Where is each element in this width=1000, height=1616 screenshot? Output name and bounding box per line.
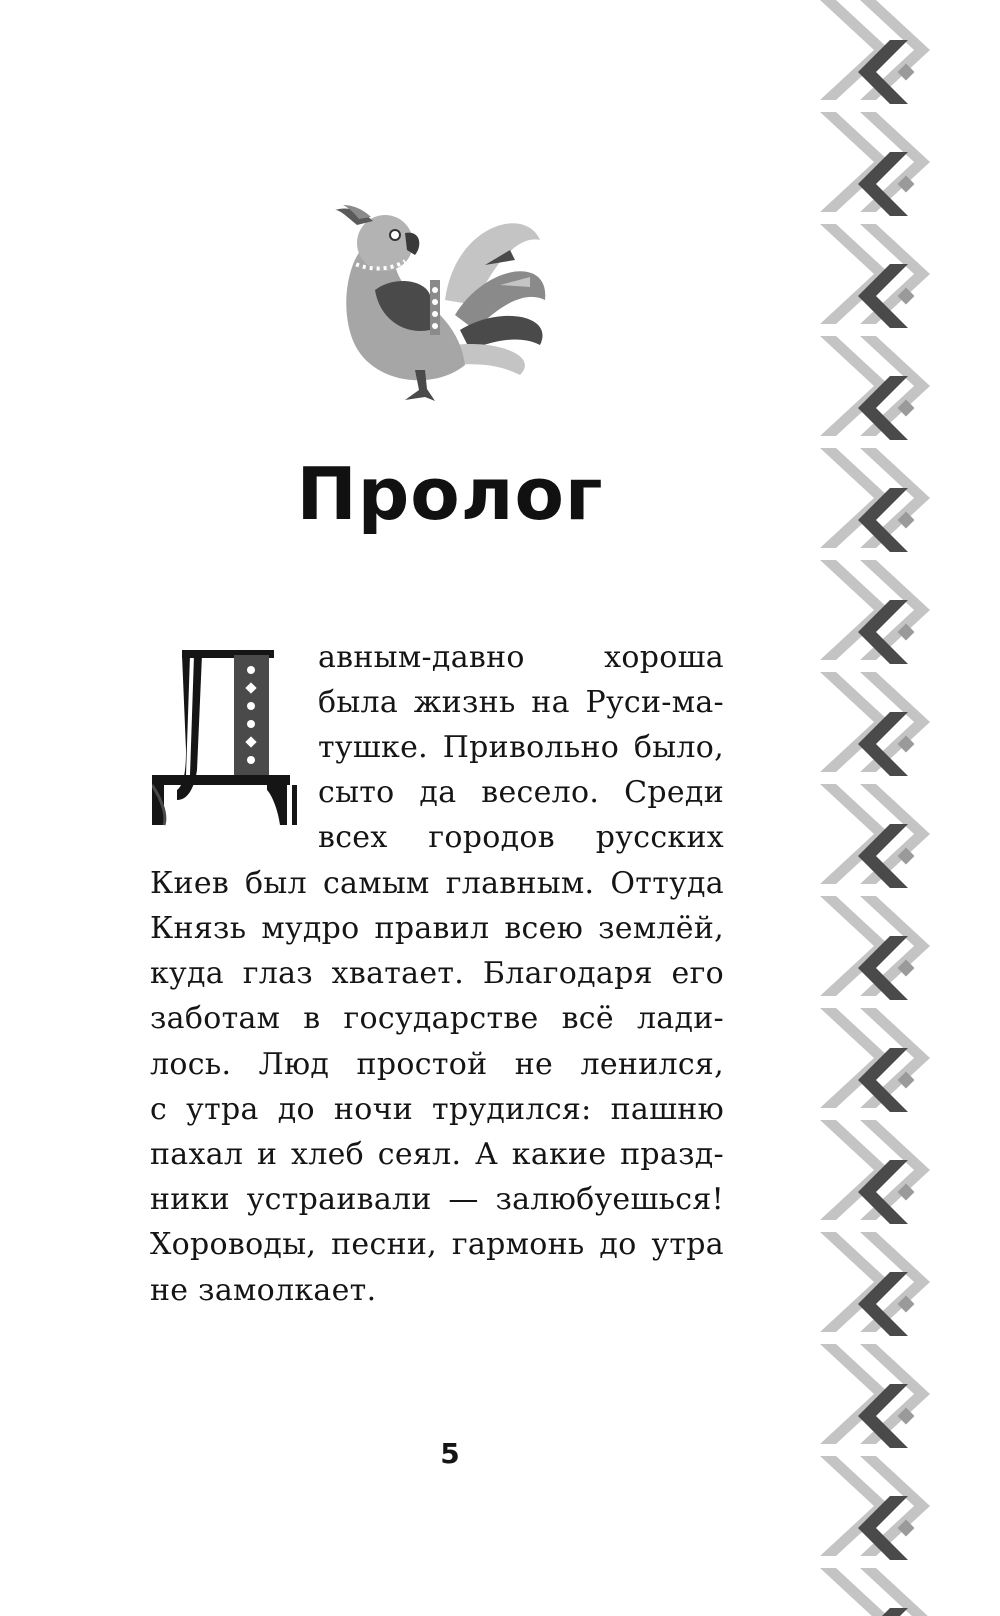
text-line: Князь мудро правил всею землёй, [150,911,724,946]
text-line: была жизнь на Руси-ма- [318,685,724,720]
ornament-segment [820,896,930,1000]
drop-cap-letter [152,650,302,830]
ornament-segment [820,1232,930,1336]
ornament-segment [820,560,930,664]
text-line: всех городов русских [318,820,724,855]
text-line: Хороводы, песни, гармонь до утра [150,1227,724,1262]
text-line: лось. Люд простой не ленился, [150,1047,724,1082]
text-line: ники устраивали — залюбуешься! [150,1182,724,1217]
folk-bird-icon [335,205,557,415]
text-line: тушке. Привольно было, [318,730,724,765]
ornament-segment [820,1120,930,1224]
text-line: Киев был самым главным. Оттуда [150,866,724,901]
ornament-segment [820,1008,930,1112]
text-line: авным-давно хороша [318,640,724,675]
page-number: 5 [440,1437,460,1470]
chapter-title: Пролог [296,452,604,536]
text-line: куда глаз хватает. Благодаря его [150,956,724,991]
folk-ornament-border [820,0,940,1616]
text-line: пахал и хлеб сеял. А какие празд- [150,1137,724,1172]
ornament-segment [820,112,930,216]
ornament-segment [820,784,930,888]
text-line: заботам в государстве всё лади- [150,1001,724,1036]
ornament-segment [820,1568,930,1616]
ornament-segment [820,448,930,552]
ornament-segment [820,336,930,440]
text-line: сыто да весело. Среди [318,775,724,810]
ornament-segment [820,672,930,776]
ornament-segment [820,1456,930,1560]
text-line: с утра до ночи трудился: пашню [150,1092,724,1127]
text-line-last: не замолкает. [150,1273,377,1308]
ornament-segment [820,224,930,328]
ornament-segment [820,1344,930,1448]
